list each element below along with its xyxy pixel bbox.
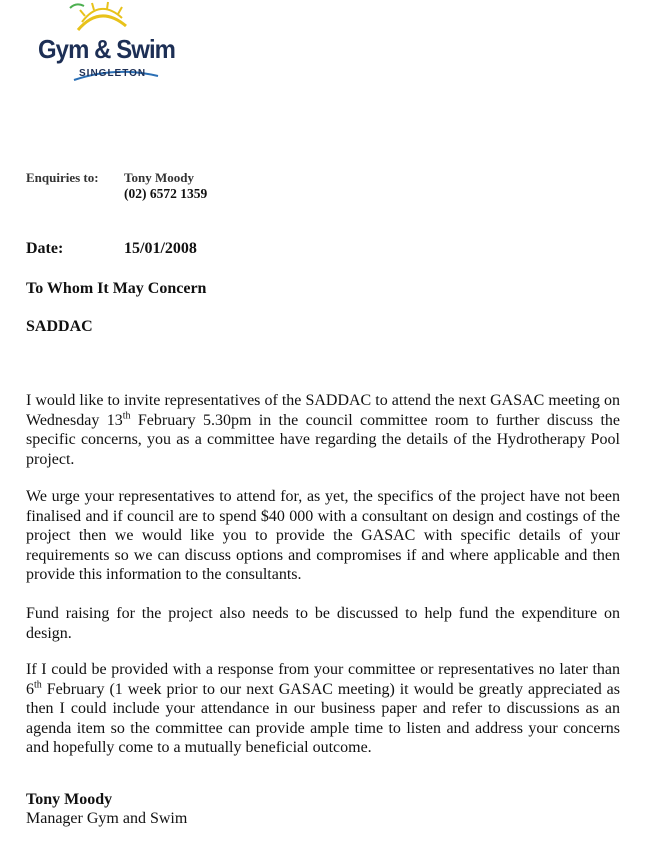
body-paragraph-4 bbox=[26, 660, 620, 758]
ordinal-suffix: th bbox=[34, 679, 42, 691]
enquiries-label: Enquiries to: bbox=[26, 170, 99, 185]
brand-name: Gym & Swim bbox=[38, 34, 176, 64]
paragraph-text: If I could be provided with a response from your committee or representatives no later than 6 bbox=[26, 661, 620, 698]
signature-title: Manager Gym and Swim bbox=[26, 810, 188, 827]
paragraph-text: I would like to invite representatives of the SADDAC to attend the next GASAC meeting on Wednesday 13 bbox=[26, 392, 620, 429]
date-label: Date: bbox=[26, 240, 64, 257]
enquiries-phone: (02) 6572 1359 bbox=[124, 186, 208, 201]
body-paragraph-1 bbox=[26, 391, 620, 469]
organisation-heading: SADDAC bbox=[26, 318, 93, 335]
date-value: 15/01/2008 bbox=[124, 240, 197, 257]
ordinal-suffix: th bbox=[122, 410, 131, 422]
body-paragraph-2: We urge your representatives to attend for, as yet, the specifics of the project have not been finalised and if council are to spend $40 000 with a consultant on design and costings of the project then we would like you to provide the GASAC with specific details of your requirements so we can discuss options and compromises if and where applicable and then provide this information to the consultants. bbox=[26, 488, 620, 584]
enquiries-name: Tony Moody bbox=[124, 170, 194, 185]
brand-location: SINGLETON bbox=[79, 68, 147, 79]
paragraph-text: February (1 week prior to our next GASAC meeting) it would be greatly appreciated as then I could include your attendance in our business paper and refer to discussions as an agenda item so the committee can provide ample time to listen and address your concerns and hopefully come to a mutually beneficial outcome. bbox=[26, 680, 620, 757]
paragraph-text: February 5.30pm in the council committee room to further discuss the specific concerns, you as a committee have regarding the details of the Hydrotherapy Pool project. bbox=[26, 411, 620, 468]
salutation: To Whom It May Concern bbox=[26, 280, 207, 297]
gym-swim-logo bbox=[30, 0, 180, 85]
body-paragraph-3: Fund raising for the project also needs to be discussed to help fund the expenditure on design. bbox=[26, 605, 620, 642]
signature-name: Tony Moody bbox=[26, 791, 113, 808]
